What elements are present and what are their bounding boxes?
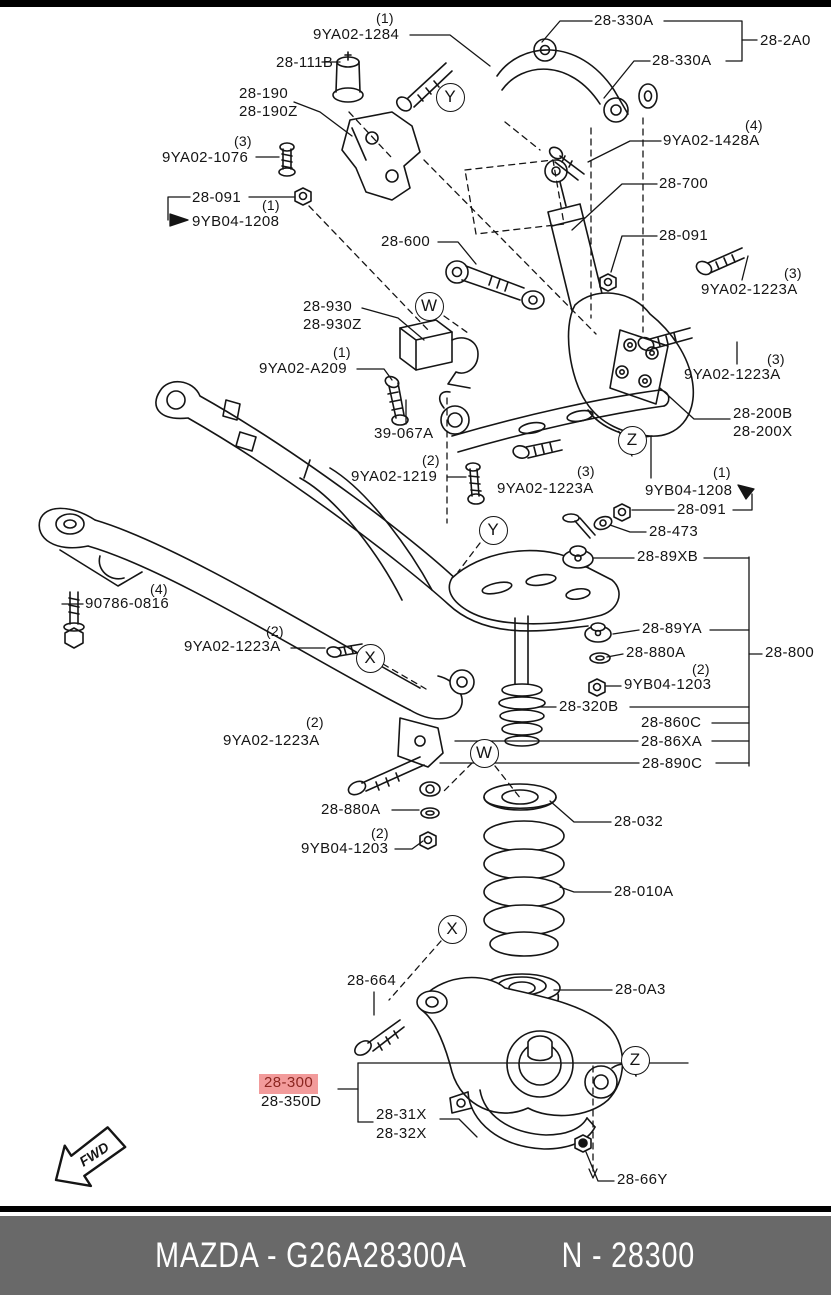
part-label: 28-200B — [733, 405, 793, 422]
part-label: 9YA02-A209 — [259, 360, 347, 377]
part-label: 28-800 — [765, 644, 815, 661]
part-label: 9YA02-1223A — [684, 366, 781, 383]
part-label: 9YB04-1208 — [192, 213, 280, 230]
part-label: 9YA02-1219 — [351, 468, 438, 485]
ref-circle-y: Y — [479, 516, 508, 545]
ref-circle-w: W — [470, 739, 499, 768]
part-label: 9YA02-1223A — [223, 732, 320, 749]
part-label: 28-880A — [626, 644, 686, 661]
part-label: 28-32X — [376, 1125, 427, 1142]
ref-circle-z: Z — [618, 426, 647, 455]
qty-label: (3) — [784, 265, 802, 281]
part-label: 28-111B — [276, 54, 334, 71]
ref-circle-x: X — [356, 644, 385, 673]
qty-label: (3) — [234, 133, 252, 149]
part-label: 28-31X — [376, 1106, 427, 1123]
part-label: 9YA02-1284 — [313, 26, 400, 43]
fwd-label: FWD — [76, 1138, 112, 1170]
part-label: 28-860C — [641, 714, 702, 731]
part-label: 28-880A — [321, 801, 381, 818]
qty-label: (2) — [266, 623, 284, 639]
part-label: 9YB04-1208 — [645, 482, 733, 499]
part-label: 28-330A — [594, 12, 654, 29]
part-label: 9YB04-1203 — [301, 840, 389, 857]
part-label: 28-89XB — [637, 548, 699, 565]
part-label: 9YB04-1203 — [624, 676, 712, 693]
qty-label: (1) — [333, 344, 351, 360]
qty-label: (3) — [577, 463, 595, 479]
part-label: 28-0A3 — [615, 981, 666, 998]
part-label: 28-091 — [677, 501, 727, 518]
qty-label: (2) — [422, 452, 440, 468]
qty-label: (1) — [713, 464, 731, 480]
part-label: 28-091 — [192, 189, 242, 206]
part-label: 28-300 — [259, 1074, 318, 1094]
part-label: 28-89YA — [642, 620, 703, 637]
qty-label: (1) — [262, 197, 280, 213]
part-label: 9YA02-1076 — [162, 149, 249, 166]
part-label: 28-320B — [559, 698, 619, 715]
qty-label: (3) — [767, 351, 785, 367]
part-label: 28-664 — [347, 972, 397, 989]
part-label: 28-930Z — [303, 316, 362, 333]
footer-part-code: MAZDA - G26A28300A — [155, 1235, 467, 1275]
part-label: 28-86XA — [641, 733, 703, 750]
part-label: 9YA02-1223A — [497, 480, 594, 497]
part-label: 28-010A — [614, 883, 674, 900]
footer-part-number: N - 28300 — [561, 1235, 696, 1275]
qty-label: (2) — [692, 661, 710, 677]
footer-divider — [0, 1206, 831, 1212]
ref-circle-w: W — [415, 292, 444, 321]
part-label: 9YA02-1428A — [663, 132, 760, 149]
part-label: 28-190 — [239, 85, 289, 102]
part-label: 28-600 — [381, 233, 431, 250]
qty-label: (2) — [371, 825, 389, 841]
ref-circle-x: X — [438, 915, 467, 944]
qty-label: (4) — [745, 117, 763, 133]
part-label: 28-930 — [303, 298, 353, 315]
part-label: 9YA02-1223A — [701, 281, 798, 298]
part-label: 28-200X — [733, 423, 793, 440]
part-label: 90786-0816 — [85, 595, 170, 612]
ref-circle-y: Y — [436, 83, 465, 112]
qty-label: (4) — [150, 581, 168, 597]
qty-label: (1) — [376, 10, 394, 26]
part-label: 28-350D — [261, 1093, 322, 1110]
footer-bar — [0, 1216, 831, 1295]
qty-label: (2) — [306, 714, 324, 730]
part-label: 28-2A0 — [760, 32, 811, 49]
part-label: 28-700 — [659, 175, 709, 192]
part-label: 9YA02-1223A — [184, 638, 281, 655]
ref-circle-z: Z — [621, 1046, 650, 1075]
part-label: 28-190Z — [239, 103, 298, 120]
part-label: 28-66Y — [617, 1171, 668, 1188]
part-label: 28-032 — [614, 813, 664, 830]
part-label: 28-890C — [642, 755, 703, 772]
part-label: 28-330A — [652, 52, 712, 69]
part-label: 39-067A — [374, 425, 434, 442]
part-label: 28-091 — [659, 227, 709, 244]
part-label: 28-473 — [649, 523, 699, 540]
